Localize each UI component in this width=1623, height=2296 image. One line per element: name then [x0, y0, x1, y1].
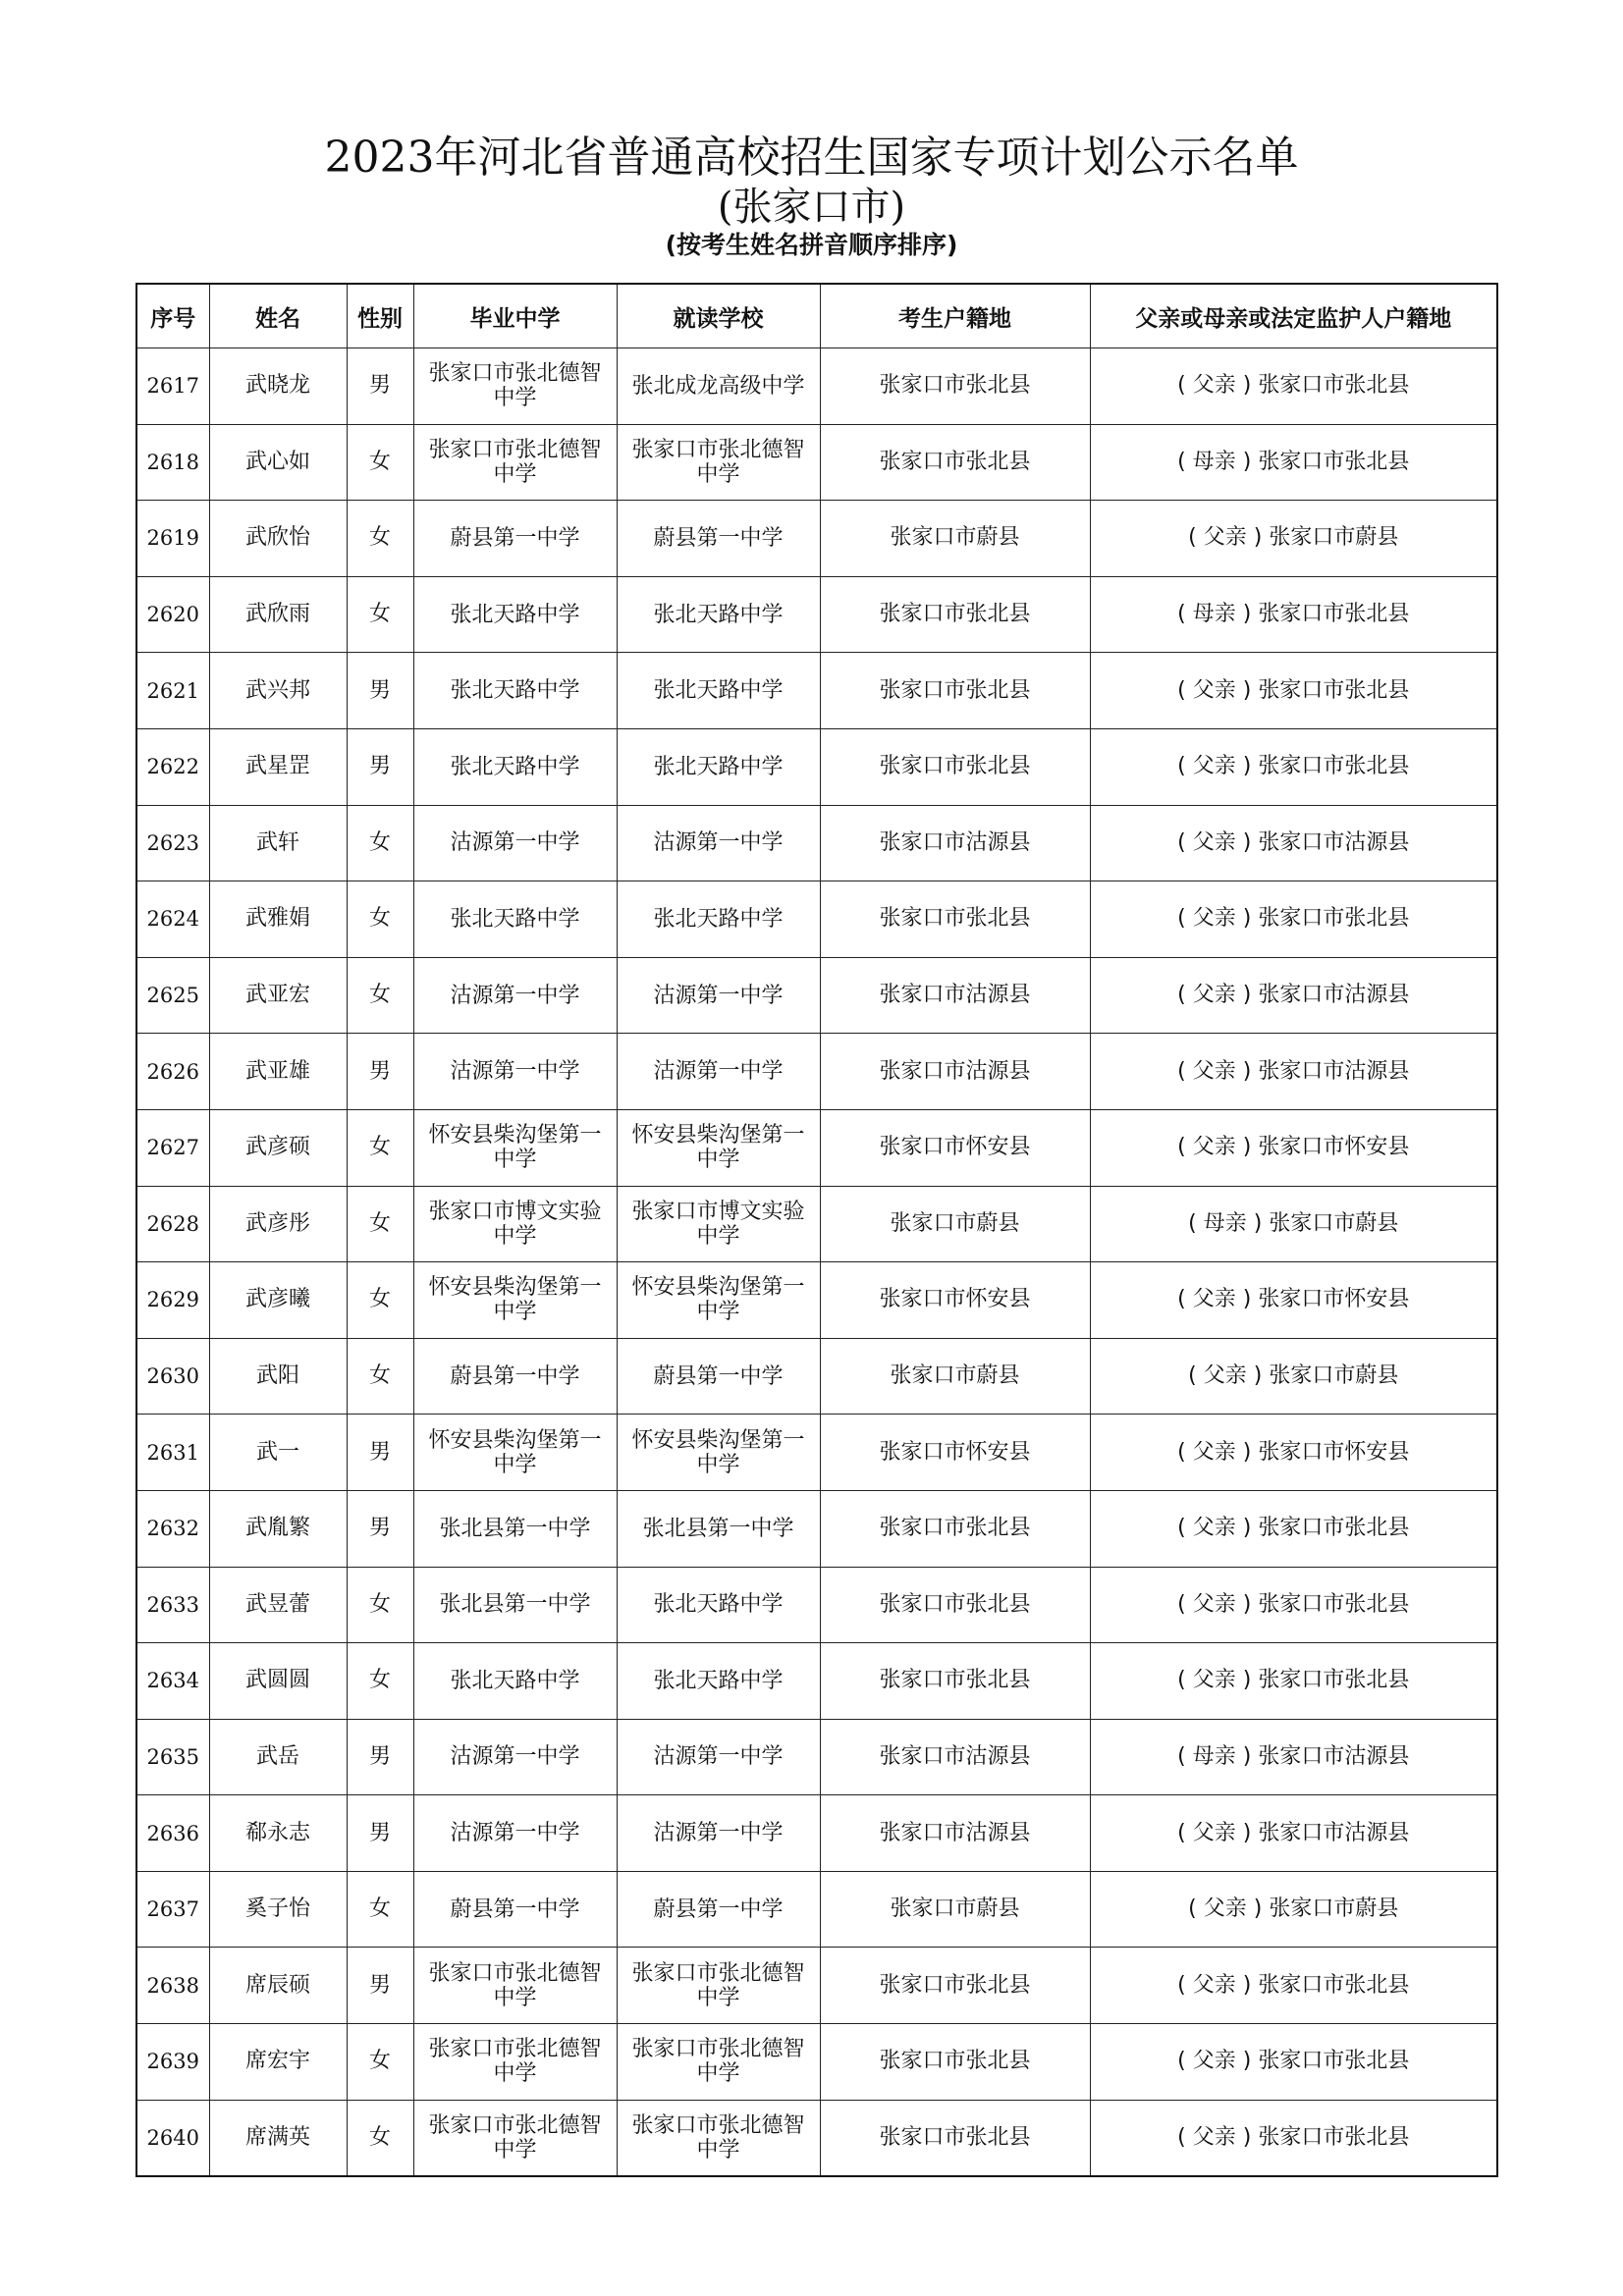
- cell-grad-school: 张北县第一中学: [413, 1567, 617, 1643]
- table-row: [136, 1795, 1497, 1872]
- cell-hukou: 张家口市怀安县: [820, 1109, 1090, 1186]
- cell-hukou: 张家口市张北县: [820, 576, 1090, 653]
- cell-grad-school: 蔚县第一中学: [413, 1871, 617, 1948]
- cell-name: 武岳: [209, 1719, 347, 1795]
- table-row: [136, 881, 1497, 958]
- cell-gender: 女: [347, 424, 413, 501]
- cell-name: 武彦曦: [209, 1262, 347, 1339]
- cell-current-school: 张北天路中学: [617, 576, 820, 653]
- cell-grad-school: 张北天路中学: [413, 653, 617, 729]
- cell-no: 2638: [136, 1948, 209, 2024]
- cell-no: 2628: [136, 1186, 209, 1262]
- cell-guardian-hukou: ( 母亲 ) 张家口市张北县: [1090, 576, 1497, 653]
- col-header-hukou: 考生户籍地: [820, 284, 1090, 348]
- cell-no: 2633: [136, 1567, 209, 1643]
- cell-current-school: 蔚县第一中学: [617, 1338, 820, 1415]
- cell-name: 武亚雄: [209, 1034, 347, 1110]
- cell-hukou: 张家口市蔚县: [820, 1186, 1090, 1262]
- cell-hukou: 张家口市怀安县: [820, 1262, 1090, 1339]
- cell-no: 2635: [136, 1719, 209, 1795]
- cell-name: 郗永志: [209, 1795, 347, 1872]
- cell-current-school: 沽源第一中学: [617, 1034, 820, 1110]
- cell-name: 武兴邦: [209, 653, 347, 729]
- cell-grad-school: 张北天路中学: [413, 576, 617, 653]
- cell-name: 武昱蕾: [209, 1567, 347, 1643]
- cell-name: 席辰硕: [209, 1948, 347, 2024]
- cell-no: 2639: [136, 2024, 209, 2101]
- cell-hukou: 张家口市沽源县: [820, 1719, 1090, 1795]
- page-title: 2023年河北省普通高校招生国家专项计划公示名单: [324, 133, 1299, 183]
- cell-hukou: 张家口市蔚县: [820, 501, 1090, 577]
- cell-no: 2620: [136, 576, 209, 653]
- cell-no: 2629: [136, 1262, 209, 1339]
- table-row: [136, 576, 1497, 653]
- col-header-no: 序号: [136, 284, 209, 348]
- cell-gender: 女: [347, 1567, 413, 1643]
- cell-gender: 女: [347, 501, 413, 577]
- cell-current-school: 沽源第一中学: [617, 957, 820, 1034]
- cell-guardian-hukou: ( 父亲 ) 张家口市蔚县: [1090, 1338, 1497, 1415]
- cell-no: 2634: [136, 1643, 209, 1720]
- cell-guardian-hukou: ( 父亲 ) 张家口市怀安县: [1090, 1109, 1497, 1186]
- cell-current-school: 张家口市张北德智中学: [617, 424, 820, 501]
- cell-current-school: 怀安县柴沟堡第一中学: [617, 1109, 820, 1186]
- cell-hukou: 张家口市张北县: [820, 1643, 1090, 1720]
- table-row: [136, 728, 1497, 805]
- cell-gender: 女: [347, 1109, 413, 1186]
- cell-guardian-hukou: ( 父亲 ) 张家口市蔚县: [1090, 501, 1497, 577]
- cell-no: 2623: [136, 805, 209, 881]
- cell-name: 武彦彤: [209, 1186, 347, 1262]
- cell-gender: 女: [347, 881, 413, 958]
- cell-gender: 女: [347, 1262, 413, 1339]
- cell-current-school: 怀安县柴沟堡第一中学: [617, 1262, 820, 1339]
- cell-no: 2627: [136, 1109, 209, 1186]
- cell-grad-school: 怀安县柴沟堡第一中学: [413, 1262, 617, 1339]
- cell-no: 2632: [136, 1490, 209, 1567]
- cell-gender: 男: [347, 1034, 413, 1110]
- cell-no: 2625: [136, 957, 209, 1034]
- cell-grad-school: 蔚县第一中学: [413, 501, 617, 577]
- cell-guardian-hukou: ( 父亲 ) 张家口市张北县: [1090, 728, 1497, 805]
- table-row: [136, 1262, 1497, 1339]
- cell-guardian-hukou: ( 父亲 ) 张家口市蔚县: [1090, 1871, 1497, 1948]
- cell-name: 武胤繁: [209, 1490, 347, 1567]
- cell-name: 席满英: [209, 2100, 347, 2176]
- cell-gender: 女: [347, 1338, 413, 1415]
- cell-current-school: 张北天路中学: [617, 1643, 820, 1720]
- cell-grad-school: 沽源第一中学: [413, 1034, 617, 1110]
- cell-current-school: 张北天路中学: [617, 653, 820, 729]
- cell-no: 2640: [136, 2100, 209, 2176]
- cell-grad-school: 张家口市张北德智中学: [413, 2024, 617, 2101]
- cell-grad-school: 张北县第一中学: [413, 1490, 617, 1567]
- cell-gender: 女: [347, 1643, 413, 1720]
- table-row: [136, 1034, 1497, 1110]
- cell-name: 武晓龙: [209, 348, 347, 425]
- cell-guardian-hukou: ( 父亲 ) 张家口市沽源县: [1090, 1034, 1497, 1110]
- table-row: [136, 957, 1497, 1034]
- cell-guardian-hukou: ( 母亲 ) 张家口市蔚县: [1090, 1186, 1497, 1262]
- cell-name: 席宏宇: [209, 2024, 347, 2101]
- cell-guardian-hukou: ( 父亲 ) 张家口市沽源县: [1090, 1795, 1497, 1872]
- table-row: [136, 348, 1497, 425]
- col-header-gender: 性别: [347, 284, 413, 348]
- cell-current-school: 沽源第一中学: [617, 1795, 820, 1872]
- cell-hukou: 张家口市沽源县: [820, 1034, 1090, 1110]
- cell-gender: 女: [347, 2100, 413, 2176]
- cell-guardian-hukou: ( 父亲 ) 张家口市张北县: [1090, 1948, 1497, 2024]
- cell-current-school: 蔚县第一中学: [617, 1871, 820, 1948]
- cell-hukou: 张家口市张北县: [820, 1490, 1090, 1567]
- cell-guardian-hukou: ( 父亲 ) 张家口市张北县: [1090, 881, 1497, 958]
- cell-guardian-hukou: ( 父亲 ) 张家口市张北县: [1090, 1490, 1497, 1567]
- cell-no: 2619: [136, 501, 209, 577]
- cell-guardian-hukou: ( 父亲 ) 张家口市张北县: [1090, 348, 1497, 425]
- table-row: [136, 424, 1497, 501]
- table-header-row: [136, 284, 1497, 348]
- cell-grad-school: 张家口市博文实验中学: [413, 1186, 617, 1262]
- cell-guardian-hukou: ( 父亲 ) 张家口市沽源县: [1090, 805, 1497, 881]
- table-row: [136, 1871, 1497, 1948]
- table-row: [136, 1186, 1497, 1262]
- cell-name: 武欣雨: [209, 576, 347, 653]
- cell-hukou: 张家口市蔚县: [820, 1871, 1090, 1948]
- cell-current-school: 张家口市张北德智中学: [617, 2100, 820, 2176]
- cell-current-school: 张北天路中学: [617, 728, 820, 805]
- table-row: [136, 653, 1497, 729]
- cell-hukou: 张家口市张北县: [820, 881, 1090, 958]
- cell-no: 2631: [136, 1415, 209, 1491]
- table-row: [136, 1338, 1497, 1415]
- page-subtitle: (张家口市): [717, 185, 906, 230]
- table-row: [136, 1719, 1497, 1795]
- cell-gender: 女: [347, 1186, 413, 1262]
- cell-grad-school: 张家口市张北德智中学: [413, 348, 617, 425]
- cell-no: 2622: [136, 728, 209, 805]
- col-header-guardian-hukou: 父亲或母亲或法定监护人户籍地: [1090, 284, 1497, 348]
- cell-grad-school: 沽源第一中学: [413, 1795, 617, 1872]
- cell-grad-school: 怀安县柴沟堡第一中学: [413, 1415, 617, 1491]
- cell-no: 2618: [136, 424, 209, 501]
- cell-current-school: 张北天路中学: [617, 1567, 820, 1643]
- table-row: [136, 1415, 1497, 1491]
- cell-gender: 男: [347, 1415, 413, 1491]
- cell-hukou: 张家口市蔚县: [820, 1338, 1090, 1415]
- table-row: [136, 501, 1497, 577]
- cell-current-school: 张北成龙高级中学: [617, 348, 820, 425]
- cell-name: 武一: [209, 1415, 347, 1491]
- cell-gender: 男: [347, 1948, 413, 2024]
- cell-current-school: 张北县第一中学: [617, 1490, 820, 1567]
- cell-name: 武星罡: [209, 728, 347, 805]
- cell-hukou: 张家口市张北县: [820, 348, 1090, 425]
- cell-hukou: 张家口市张北县: [820, 653, 1090, 729]
- cell-grad-school: 张北天路中学: [413, 728, 617, 805]
- cell-guardian-hukou: ( 母亲 ) 张家口市沽源县: [1090, 1719, 1497, 1795]
- cell-grad-school: 张家口市张北德智中学: [413, 424, 617, 501]
- cell-name: 武欣怡: [209, 501, 347, 577]
- cell-guardian-hukou: ( 父亲 ) 张家口市怀安县: [1090, 1415, 1497, 1491]
- cell-hukou: 张家口市怀安县: [820, 1415, 1090, 1491]
- cell-hukou: 张家口市沽源县: [820, 957, 1090, 1034]
- table-row: [136, 2024, 1497, 2101]
- table-row: [136, 1567, 1497, 1643]
- cell-name: 武轩: [209, 805, 347, 881]
- cell-guardian-hukou: ( 父亲 ) 张家口市沽源县: [1090, 957, 1497, 1034]
- col-header-name: 姓名: [209, 284, 347, 348]
- cell-gender: 男: [347, 1719, 413, 1795]
- table-row: [136, 1109, 1497, 1186]
- cell-name: 武雅娟: [209, 881, 347, 958]
- cell-guardian-hukou: ( 父亲 ) 张家口市张北县: [1090, 653, 1497, 729]
- cell-guardian-hukou: ( 父亲 ) 张家口市张北县: [1090, 1643, 1497, 1720]
- cell-guardian-hukou: ( 父亲 ) 张家口市怀安县: [1090, 1262, 1497, 1339]
- cell-no: 2637: [136, 1871, 209, 1948]
- cell-hukou: 张家口市张北县: [820, 2100, 1090, 2176]
- roster-table: [135, 283, 1498, 2177]
- cell-grad-school: 沽源第一中学: [413, 957, 617, 1034]
- cell-hukou: 张家口市张北县: [820, 424, 1090, 501]
- cell-hukou: 张家口市沽源县: [820, 805, 1090, 881]
- cell-gender: 女: [347, 576, 413, 653]
- table-row: [136, 2100, 1497, 2176]
- cell-guardian-hukou: ( 父亲 ) 张家口市张北县: [1090, 2024, 1497, 2101]
- cell-current-school: 张家口市张北德智中学: [617, 1948, 820, 2024]
- cell-current-school: 沽源第一中学: [617, 1719, 820, 1795]
- cell-guardian-hukou: ( 母亲 ) 张家口市张北县: [1090, 424, 1497, 501]
- cell-no: 2636: [136, 1795, 209, 1872]
- cell-gender: 女: [347, 957, 413, 1034]
- cell-name: 武心如: [209, 424, 347, 501]
- cell-gender: 男: [347, 1795, 413, 1872]
- cell-gender: 男: [347, 728, 413, 805]
- cell-grad-school: 张家口市张北德智中学: [413, 1948, 617, 2024]
- cell-hukou: 张家口市沽源县: [820, 1795, 1090, 1872]
- col-header-current-school: 就读学校: [617, 284, 820, 348]
- cell-current-school: 怀安县柴沟堡第一中学: [617, 1415, 820, 1491]
- cell-current-school: 张家口市张北德智中学: [617, 2024, 820, 2101]
- table-row: [136, 805, 1497, 881]
- cell-current-school: 张北天路中学: [617, 881, 820, 958]
- cell-hukou: 张家口市张北县: [820, 1567, 1090, 1643]
- cell-gender: 男: [347, 653, 413, 729]
- cell-guardian-hukou: ( 父亲 ) 张家口市张北县: [1090, 1567, 1497, 1643]
- cell-no: 2630: [136, 1338, 209, 1415]
- roster-body: [136, 348, 1497, 2177]
- cell-no: 2626: [136, 1034, 209, 1110]
- cell-grad-school: 张北天路中学: [413, 1643, 617, 1720]
- cell-grad-school: 张北天路中学: [413, 881, 617, 958]
- cell-hukou: 张家口市张北县: [820, 2024, 1090, 2101]
- cell-name: 奚子怡: [209, 1871, 347, 1948]
- cell-guardian-hukou: ( 父亲 ) 张家口市张北县: [1090, 2100, 1497, 2176]
- cell-gender: 男: [347, 1490, 413, 1567]
- table-row: [136, 1948, 1497, 2024]
- cell-name: 武彦硕: [209, 1109, 347, 1186]
- cell-hukou: 张家口市张北县: [820, 1948, 1090, 2024]
- table-row: [136, 1643, 1497, 1720]
- cell-current-school: 蔚县第一中学: [617, 501, 820, 577]
- cell-grad-school: 沽源第一中学: [413, 1719, 617, 1795]
- cell-gender: 女: [347, 805, 413, 881]
- cell-gender: 女: [347, 1871, 413, 1948]
- cell-grad-school: 蔚县第一中学: [413, 1338, 617, 1415]
- cell-current-school: 沽源第一中学: [617, 805, 820, 881]
- cell-grad-school: 沽源第一中学: [413, 805, 617, 881]
- cell-current-school: 张家口市博文实验中学: [617, 1186, 820, 1262]
- cell-no: 2624: [136, 881, 209, 958]
- cell-name: 武阳: [209, 1338, 347, 1415]
- col-header-grad-school: 毕业中学: [413, 284, 617, 348]
- cell-grad-school: 怀安县柴沟堡第一中学: [413, 1109, 617, 1186]
- cell-gender: 女: [347, 2024, 413, 2101]
- table-row: [136, 1490, 1497, 1567]
- cell-name: 武亚宏: [209, 957, 347, 1034]
- cell-name: 武圆圆: [209, 1643, 347, 1720]
- cell-no: 2621: [136, 653, 209, 729]
- cell-no: 2617: [136, 348, 209, 425]
- cell-grad-school: 张家口市张北德智中学: [413, 2100, 617, 2176]
- cell-gender: 男: [347, 348, 413, 425]
- cell-hukou: 张家口市张北县: [820, 728, 1090, 805]
- sort-note: (按考生姓名拼音顺序排序): [665, 231, 958, 259]
